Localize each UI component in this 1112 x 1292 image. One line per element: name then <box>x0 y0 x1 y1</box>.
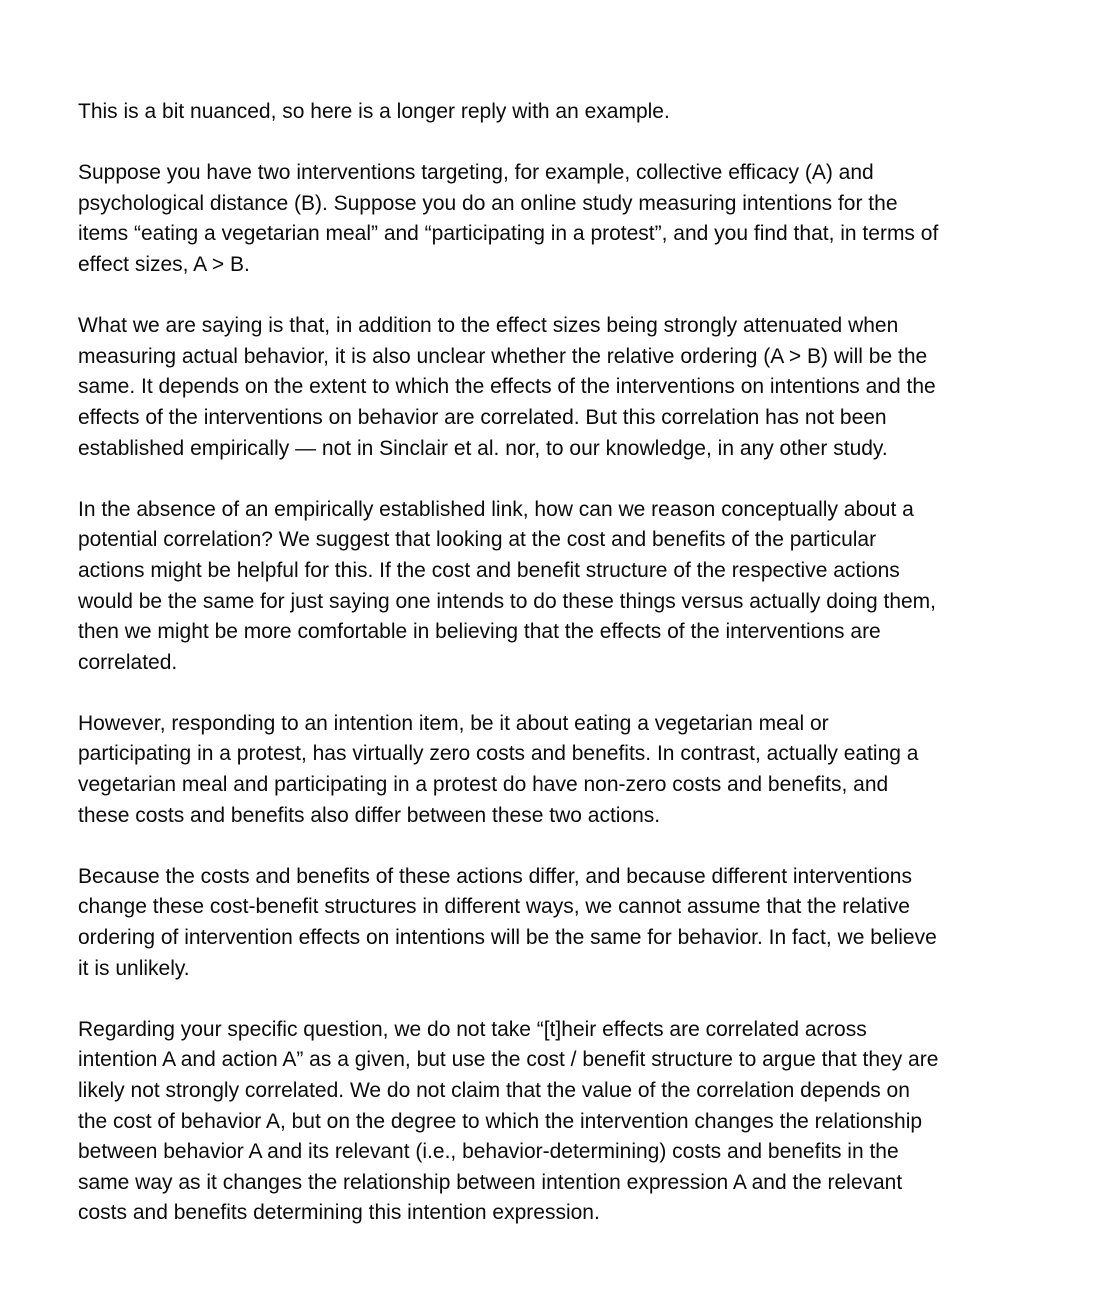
text-line: However, responding to an intention item, be it about eating a vegetarian meal or <box>78 711 829 735</box>
text-line: actions might be helpful for this. If the cost and benefit structure of the respective actions <box>78 558 900 582</box>
paragraph-costs-benefits <box>78 709 1078 831</box>
text-line: ordering of intervention effects on intentions will be the same for behavior. In fact, we believe <box>78 926 937 950</box>
paragraph-specific-question <box>78 1015 1078 1229</box>
text-line: then we might be more comfortable in believing that the effects of the interventions are <box>78 620 881 644</box>
text-line: What we are saying is that, in addition to the effect sizes being strongly attenuated when <box>78 314 899 338</box>
text-line: it is unlikely. <box>78 956 190 980</box>
text-line: same way as it changes the relationship between intention expression A and the relevant <box>78 1170 903 1194</box>
paragraph-relative-ordering <box>78 311 1078 464</box>
text-line: would be the same for just saying one intends to do these things versus actually doing them, <box>78 589 937 613</box>
text-line: In the absence of an empirically established link, how can we reason conceptually about a <box>78 497 914 521</box>
text-line: the cost of behavior A, but on the degree to which the intervention changes the relationship <box>78 1109 923 1133</box>
text-line: intention A and action A” as a given, but use the cost / benefit structure to argue that they are <box>78 1048 939 1072</box>
text-line: participating in a protest, has virtually zero costs and benefits. In contrast, actually eating a <box>78 742 919 766</box>
text-line: Regarding your specific question, we do not take “[t]heir effects are correlated across <box>78 1017 867 1041</box>
paragraph-conceptual-reasoning <box>78 495 1078 679</box>
text-line: same. It depends on the extent to which the effects of the interventions on intentions and the <box>78 375 936 399</box>
text-line: Suppose you have two interventions targeting, for example, collective efficacy (A) and <box>78 161 874 185</box>
text-line: potential correlation? We suggest that looking at the cost and benefits of the particular <box>78 528 877 552</box>
text-line: Because the costs and benefits of these actions differ, and because different interventions <box>78 864 912 888</box>
paragraph-example-setup <box>78 158 1078 280</box>
paragraph-conclusion <box>78 862 1078 984</box>
text-line: This is a bit nuanced, so here is a longer reply with an example. <box>78 100 670 123</box>
text-line: between behavior A and its relevant (i.e., behavior-determining) costs and benefits in the <box>78 1140 899 1164</box>
text-line: vegetarian meal and participating in a protest do have non-zero costs and benefits, and <box>78 773 889 797</box>
text-line: effect sizes, A > B. <box>78 252 250 276</box>
text-line: correlated. <box>78 650 178 674</box>
text-line: these costs and benefits also differ between these two actions. <box>78 803 661 827</box>
text-line: measuring actual behavior, it is also unclear whether the relative ordering (A > B) will be the <box>78 344 928 368</box>
text-line: likely not strongly correlated. We do not claim that the value of the correlation depends on <box>78 1079 910 1102</box>
text-line: items “eating a vegetarian meal” and “participating in a protest”, and you find that, in terms of <box>78 222 939 246</box>
text-line: costs and benefits determining this intention expression. <box>78 1201 600 1225</box>
document-body <box>78 97 1078 1260</box>
text-line: established empirically — not in Sinclair et al. nor, to our knowledge, in any other study. <box>78 436 888 460</box>
text-line: change these cost-benefit structures in different ways, we cannot assume that the relative <box>78 895 910 919</box>
paragraph-intro <box>78 97 1078 128</box>
text-line: psychological distance (B). Suppose you do an online study measuring intentions for the <box>78 191 898 215</box>
text-line: effects of the interventions on behavior are correlated. But this correlation has not been <box>78 405 887 429</box>
